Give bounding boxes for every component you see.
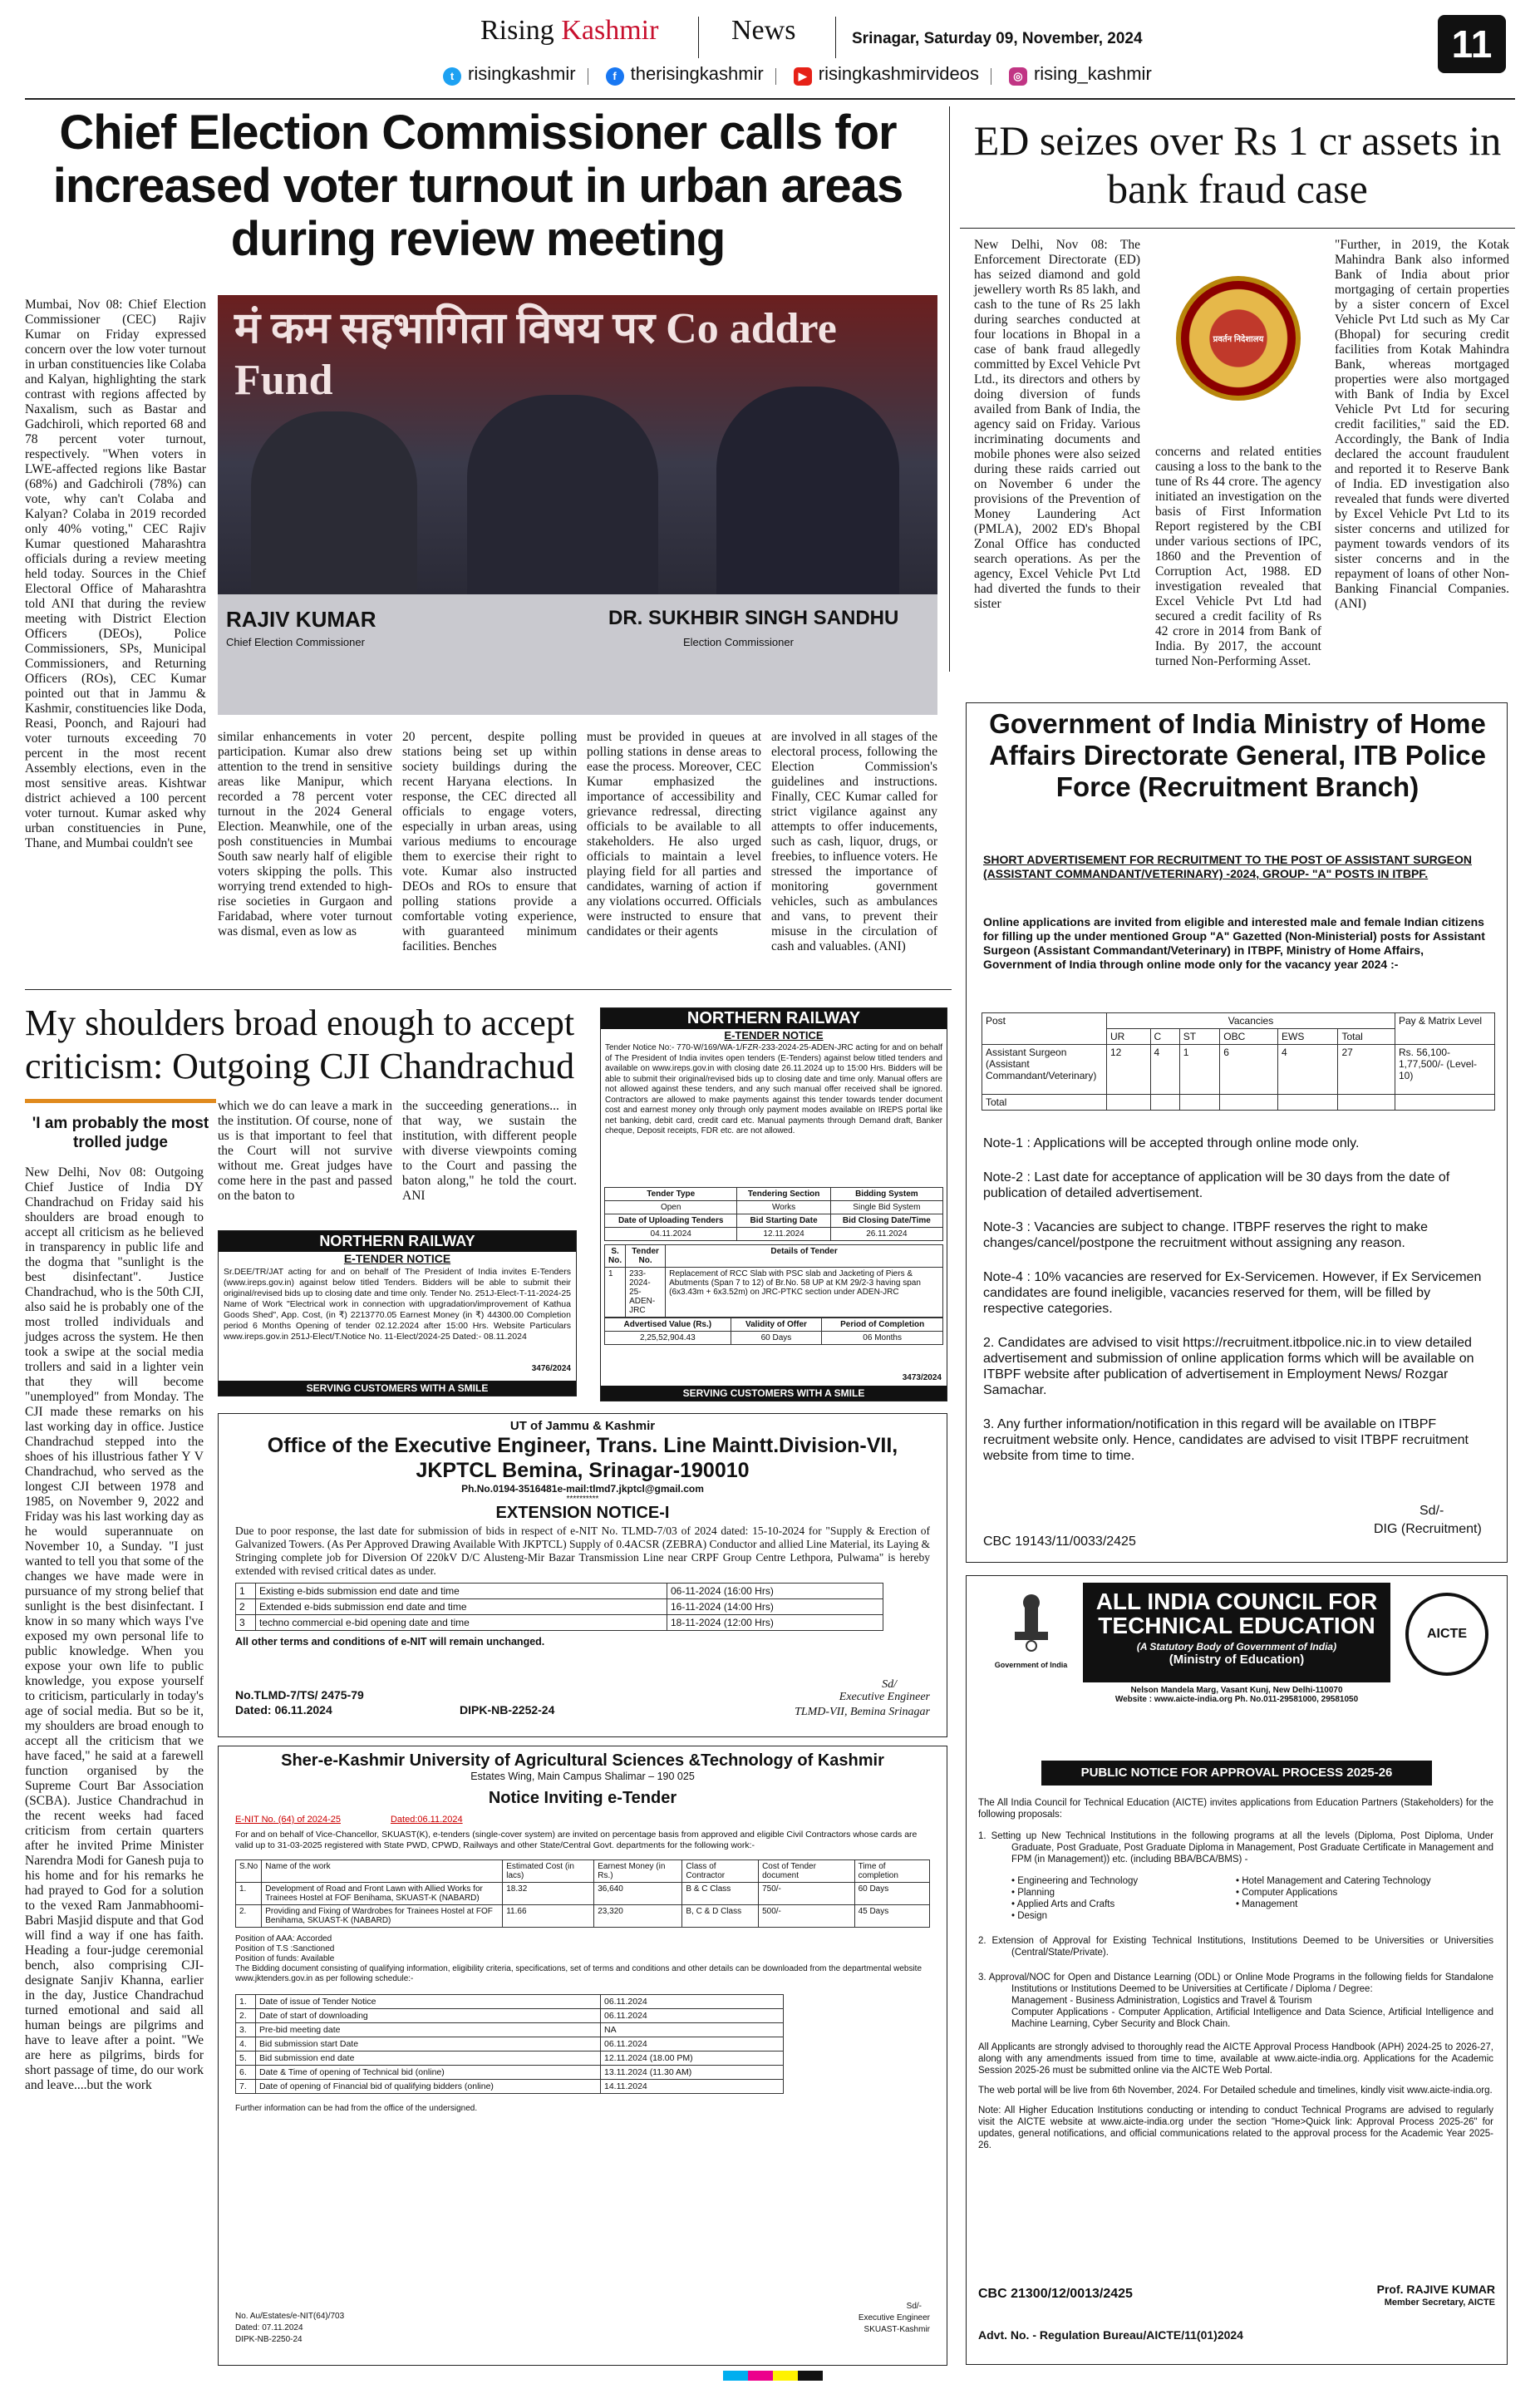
instagram-icon: ◎ <box>1009 67 1027 86</box>
aicte-notice-title: PUBLIC NOTICE FOR APPROVAL PROCESS 2025-26 <box>1041 1761 1432 1786</box>
itbp-signatory: DIG (Recruitment) <box>1374 1522 1482 1536</box>
nr1-tender-notice: NORTHERN RAILWAY E-TENDER NOTICE Sr.DEE/TR/JAT acting for and on behalf of The President of India invites E-Tenders (www.ireps.gov.in) against below titled Tenders. Bidders will be able to submit their original/revised bids up to closing date and time only. Tender No. 251J-Elect-T-11-2024-25 Name of Work "Electrical work in connection with upgradation/improvement of Kathua Goods Shed", App. Cost, (in ₹) 2213770.05 Earnest Money (in ₹) 44300.00 Completion period 6 Months Opening of tender 02.12.2024 after 15:00 Hrs. Website Particulars www.ireps.gov.in 251J-Elect/T.Notice No. 11-Elect/2024-25 Dated:- 08.11.2024 3476/2024 SERVING CUSTOMERS WITH A SMILE <box>218 1230 577 1396</box>
itbp-notes: Note-1 : Applications will be accepted through online mode only. Note-2 : Last date for acceptance of application will be 30 days from the date of publication of detailed advertisement. Note-3 : Vacancies are subject to change. ITBPF reserves the right to make changes/cancel/postpone the recruitment without assigning any reason. Note-4 : 10% vacancies are reserved for Ex-Servicemen. However, if Ex Servicemen candidates are found ineligible, vacancies reserved for them, will be filled by respective categories. 2. Candidates are advised to visit https://recruitment.itbpolice.nic.in to view detailed advertisement and submission of online application forms which will be available on ITBPF website after publication of advertisement in Employment News/ Rozgar Samachar. 3. Any further information/notification in this regard will be available on ITBPF recruitment website only. Hence, candidates are advised to visit ITBPF recruitment website from time to time. <box>983 1136 1482 1463</box>
ed-emblem-icon: प्रवर्तन निदेशालय <box>1176 276 1301 401</box>
ed-headline: ED seizes over Rs 1 cr assets in bank fraud case <box>973 117 1502 212</box>
page-number: 11 <box>1438 15 1506 73</box>
aicte-logo-icon: AICTE <box>1405 1593 1488 1676</box>
twitter-icon: t <box>443 67 461 86</box>
itbp-subtitle: SHORT ADVERTISEMENT FOR RECRUITMENT TO THE POST OF ASSISTANT SURGEON (ASSISTANT COMMANDANT/VETERINARY) -2024, GROUP- "A" POSTS IN ITBPF. <box>983 853 1473 880</box>
skuast-tender-notice: Sher-e-Kashmir University of Agricultural Sciences &Technology of Kashmir Estates Wing, Main Campus Shalimar – 190 025 Notice Inviting e-Tender E-NIT No. (64) of 2024-25 Dated:06.11.2024 For and on behalf of Vice-Chancellor, SKUAST(K), e-tenders (single-cover system) are invited on percentage basis from approved and eligible Civil Contractors whose cards are valid up to 31-03-2025 registered with State PWD, CPWD, Railways and other State/Central Govt. departments for the following work:- S.No Name of the work Estimated Cost (in lacs) Earnest Money (in Rs.) Class of Contractor Cost of Tender document Time of completion 1. Development of Road and Front Lawn with Allied Works for Trainees Hostel at FOF Benihama, SKUAST-K (NABARD) 18.32 36,640 B & C Class 750/- 60 Days 2. Providing and Fixing of Wardrobes for Trainees Hostel at FOF Benihama, SKUAST-K (NABARD) 11.66 23,320 B, C & D Class 500/- 45 Days Position of AAA: Accorded Position of T.S :Sanctioned Position of funds: Available The Bidding document consisting of qualifying information, eligibility criteria, specifications, set of terms and conditions and other details can be downloaded from the departmental website www.jktenders.gov.in as per following schedule:- 1. Date of issue of Tender Notice 06.11.2024 2. Date of start of downloading 06.11.2024 3. Pre-bid meeting date NA 4. Bid submission start Date 06.11.2024 5. Bid submission end date 12.11.2024 (18.00 PM) 6. Date & Time of opening of Technical bid (online) 13.11.2024 (11.30 AM) 7. Date of opening of Financial bid of qualifying bidders (online) 14.11.2024 Further information can be had from the office of the undersigned. No. Au/Estates/e-NIT(64)/703 Dated: 07.11.2024 DIPK-NB-2250-24 Sd/- Executive Engineer SKUAST-Kashmir <box>218 1746 947 2366</box>
skuast-schedule-table: 1. Date of issue of Tender Notice 06.11.2024 2. Date of start of downloading 06.11.2024 3. Pre-bid meeting date NA 4. Bid submission start Date 06.11.2024 5. Bid submission end date 12.11.2024 (18.00 PM) 6. Date & Time of opening of Technical bid (online) 13.11.2024 (11.30 AM) 7. Date of opening of Financial bid of qualifying bidders (online) 14.11.2024 <box>219 1987 800 2101</box>
cji-pullquote: 'I am probably the most trolled judge <box>32 1115 209 1151</box>
cji-col-3: the succeeding generations... in that way, we sustain the institution, with different people with diverse viewpoints coming to the Court and passing the baton along," he told the court. ANI <box>402 1099 577 1203</box>
goi-emblem-icon: Government of India <box>991 1594 1070 1677</box>
itbp-title: Government of India Ministry of Home Affairs Directorate General, ITB Police Force (Recruitment Branch) <box>989 708 1486 802</box>
nr2-table: Tender Type Tendering Section Bidding System Open Works Single Bid System Date of Uploading Tenders Bid Starting Date Bid Closing Date/Time 04.11.2024 12.11.2024 26.11.2024 S. No. Tender No. Details of Tender 1 233-2024-25-ADEN-JRC Replacement of RCC Slab with PSC slab and Jacketing of Piers & Abutments (Span 7 to 12) of Br.No. 58 UP at KM 29/2-3 having span (6x3.43m + 6x3.52m) on JRC-PTKC section under ADEN-JRC Advertised Value (Rs.) Validity of Offer Period of Completion 2,25,52,904.43 60 Days 06 Months <box>601 1187 947 1345</box>
itbp-advertisement: Government of India Ministry of Home Affairs Directorate General, ITB Police Force (Recruitment Branch) SHORT ADVERTISEMENT FOR RECRUITMENT TO THE POST OF ASSISTANT SURGEON (ASSISTANT COMMANDANT/VETERINARY) -2024, GROUP- "A" POSTS IN ITBPF. Online applications are invited from eligible and interested male and female Indian citizens for filling up the under mentioned Group "A" Gazetted (Non-Ministerial) posts for Assistant Surgeon (Assistant Commandant/Veterinary) in ITBPF, Ministry of Home Affairs, Government of India through online mode only for the vacancy year 2024 :- Post Vacancies Pay & Matrix Level UR C ST OBC EWS Total Assistant Surgeon (Assistant Commandant/Veterinary) 12 4 1 6 4 27 Rs. 56,100-1,77,500/- (Level-10) Total Note-1 : Applications will be accepted through online mode only. Note-2 : Last date for acceptance of application will be 30 days from the date of publication of detailed advertisement. Note-3 : Vacancies are subject to change. ITBPF reserves the right to make changes/cancel/postpone the recruitment without assigning any reason. Note-4 : 10% vacancies are reserved for Ex-Servicemen. However, if Ex Servicemen candidates are found ineligible, vacancies reserved for them, will be filled by respective categories. 2. Candidates are advised to visit https://recruitment.itbpolice.nic.in to view detailed advertisement and submission of online application forms which will be available on ITBPF website after publication of advertisement in Employment News/ Rozgar Samachar. 3. Any further information/notification in this regard will be available on ITBPF recruitment website only. Hence, candidates are advised to visit ITBPF recruitment website from time to time. Sd/- DIG (Recruitment) CBC 19143/11/0033/2425 <box>966 702 1508 1563</box>
aicte-code: CBC 21300/12/0013/2425 <box>978 2287 1133 2301</box>
pullquote-rule <box>25 1099 216 1103</box>
jkptcl-extension-notice: UT of Jammu & Kashmir Office of the Executive Engineer, Trans. Line Maintt.Division-VII, JKPTCL Bemina, Srinagar-190010 Ph.No.0194-3516481e-mail:tlmd7.jkptcl@gmail.com ********** EXTENSION NOTICE-I Due to poor response, the last date for submission of bids in respect of e-NIT No. TLMD-7/03 of 2024 dated: 15-10-2024 for "Supply & Erection of Galvanized Towers. (As Per Approved Drawing Available With JKPTCL) Supply of 0.4ACSR (ZEBRA) Conductor and allied Line Material, its Laying & Stringing complete job for Diversion Of 220kV D/C Alusteng-Mir Bazar Transmission Line near CRPF Group Centre Lethpora, Pulwama" is hereby extended with revised critical dates as under. 1 Existing e-bids submission end date and time 06-11-2024 (16:00 Hrs) 2 Extended e-bids submission end date and time 16-11-2024 (14:00 Hrs) 3 techno commercial e-bid opening date and time 18-11-2024 (12:00 Hrs) All other terms and conditions of e-NIT will remain unchanged. Sd/ No.TLMD-7/TS/ 2475-79 Dated: 06.11.2024 DIPK-NB-2252-24 Executive Engineer TLMD-VII, Bemina Srinagar <box>218 1413 947 1737</box>
masthead-brand: Rising Kashmir <box>480 15 659 46</box>
register-mark <box>125 7 128 10</box>
ed-col-3: "Further, in 2019, the Kotak Mahindra Bank also informed Bank of India about prior mortgaging of certain properties by a sister concern of Excel Vehicle Pvt Ltd such as My Car (Bhopal) for securing credit facilities from Kotak Mahindra Bank, whereas mortgaged properties were also mortgaged with Bank of India by Excel Vehicle Pvt Ltd for securing credit facilities," said the ED. Accordingly, the Bank of India declared the account fraudulent and reported it to Reserve Bank of India. ED investigation also revealed that funds were diverted by Excel Vehicle Pvt Ltd to its sister concerns and utilized for payment towards vendors of its sister concerns and in the repayment of loans of other Non-Banking Financial Companies. (ANI) <box>1335 238 1509 611</box>
aicte-public-notice: Government of India ALL INDIA COUNCIL FOR TECHNICAL EDUCATION (A Statutory Body of Government of India) (Ministry of Education) Nelson Mandela Marg, Vasant Kunj, New Delhi-110070 Website : www.aicte-india.org Ph. No.011-29581000, 29581050 AICTE PUBLIC NOTICE FOR APPROVAL PROCESS 2025-26 The All India Council for Technical Education (AICTE) invites applications from Education Partners (Stakeholders) for the following proposals: 1. Setting up New Technical Institutions in the following programs at all the levels (Diploma, Post Diploma, Under Graduate, Post Graduate, Post Graduate Diploma in Management, Post Graduate Certificate in Management and FPM (in Management)) etc. (including BBA/BCA/BMS) - • Engineering and Technology • Planning • Applied Arts and Crafts • Design • Hotel Management and Catering Technology • Computer Applications • Management 2. Extension of Approval for Existing Technical Institutions, Institutions Deemed to be Universities or Universities (Central/State/Private). 3. Approval/NOC for Open and Distance Learning (ODL) or Online Mode Programs in the following fields for Standalone Institutions or Institutions Deemed to be Universities at Certificate / Diploma / Degree: Management - Business Administration, Logistics and Travel & Tourism Computer Applications - Computer Application, Artificial Intelligence and Data Science, Artificial Intelligence and Machine Learning, Cyber Security and Block Chain. All Applicants are strongly advised to thoroughly read the AICTE Approval Process Handbook (APH) 2024-25 to 2026-27, along with any amendments issued from time to time, available at www.aicte-india.org. Applications for the Academic Session 2025-26 must be submitted online via the AICTE Web Portal. The web portal will be live from 6th November, 2024. For Detailed schedule and timelines, kindly visit www.aicte-india.org. Note: All Higher Education Institutions conducting or intending to conduct Technical Programs are advised to regularly visit the AICTE website at www.aicte-india.org under the section "Home>Quick link: Approval Process 2025-26" for updates, general notifications, and official communications related to the approval process for the Academic Year 2025-26. CBC 21300/12/0013/2425 Prof. RAJIVE KUMAR Member Secretary, AICTE Advt. No. - Regulation Bureau/AICTE/11(01)2024 <box>966 1575 1508 2365</box>
cec-col-3: 20 percent, despite polling stations being set up within society buildings during the recent Haryana elections. In response, the CEC directed all officials to engage voters, especially in urban areas, using various mediums to encourage them to exercise their right to vote. Kumar also instructed DEOs and ROs to ensure that polling stations provide a comfortable voting experience, with guaranteed minimum facilities. Benches <box>402 730 577 953</box>
jkptcl-title: EXTENSION NOTICE-I <box>495 1504 670 1522</box>
cec-col-2: similar enhancements in voter participation. Kumar also drew attention to the trend in sensitive areas like Manipur, which recorded a 78 percent voter turnout in the 2024 General Election. Meanwhile, one of the posh constituencies in Mumbai South saw nearly half of eligible voters skipping the polls. This worrying trend extended to high-rise societies in Gurgaon and Faridabad, where voter turnout was dismal, even as low as <box>218 730 392 938</box>
ed-col-1: New Delhi, Nov 08: The Enforcement Directorate (ED) has seized diamond and gold jewellery worth Rs 85 lakh, and cash to the tune of Rs 25 lakh during searches conducted at four locations in Bhopal in a case of bank fraud allegedly committed by Excel Vehicle Pvt Ltd., its directors and others by doing diversion of funds availed from Bank of India, the agency said on Friday. Various incriminating documents and mobile phones were also seized during these raids carried out on November 6 under the provisions of the Prevention of Money Laundering Act (PMLA), 2002 ED's Bhopal Zonal Office has conducted search operations. As per the agency, Excel Vehicle Pvt Ltd had diverted the funds to their sister <box>974 238 1140 611</box>
itbp-code: CBC 19143/11/0033/2425 <box>983 1534 1136 1549</box>
cec-photo: मं कम सहभागिता विषय पर Co addre Fund RAJIV KUMAR Chief Election Commissioner DR. SUKHBIR SINGH SANDHU Election Commissioner <box>218 295 937 715</box>
cec-headline: Chief Election Commissioner calls for increased voter turnout in urban areas during review meeting <box>52 106 903 266</box>
aicte-body: The All India Council for Technical Education (AICTE) invites applications from Education Partners (Stakeholders) for the following proposals: 1. Setting up New Technical Institutions in the following programs at all the levels (Diploma, Post Diploma, Under Graduate, Post Graduate, Post Graduate Diploma in Management, Post Graduate Certificate in Management and FPM (in Management)) etc. (including BBA/BCA/BMS) - • Engineering and Technology • Planning • Applied Arts and Crafts • Design • Hotel Management and Catering Technology • Computer Applications • Management 2. Extension of Approval for Existing Technical Institutions, Institutions Deemed to be Universities or Universities (Central/State/Private). 3. Approval/NOC for Open and Distance Learning (ODL) or Online Mode Programs in the following fields for Standalone Institutions or Institutions Deemed to be Universities at Certificate / Diploma / Degree: Management - Business Administration, Logistics and Travel & Tourism Computer Applications - Computer Application, Artificial Intelligence and Data Science, Artificial Intelligence and Machine Learning, Cyber Security and Block Chain. All Applicants are strongly advised to thoroughly read the AICTE Approval Process Handbook (APH) 2024-25 to 2026-27, along with any amendments issued from time to time, available at www.aicte-india.org. Applications for the Academic Session 2025-26 must be submitted online via the AICTE Web Portal. The web portal will be live from 6th November, 2024. For Detailed schedule and timelines, kindly visit www.aicte-india.org. Note: All Higher Education Institutions conducting or intending to conduct Technical Programs are advised to regularly visit the AICTE website at www.aicte-india.org under the section "Home>Quick link: Approval Process 2025-26" for updates, general notifications, and official communications related to the approval process for the Academic Year 2025-26. <box>978 1798 1493 2150</box>
cji-headline: My shoulders broad enough to accept criticism: Outgoing CJI Chandrachud <box>25 1002 575 1086</box>
ed-seal <box>1155 234 1321 442</box>
skuast-title: Sher-e-Kashmir University of Agricultural Sciences &Technology of Kashmir <box>281 1751 884 1770</box>
aicte-advt-no: Advt. No. - Regulation Bureau/AICTE/11(01)2024 <box>978 2328 1243 2342</box>
cji-col-1: New Delhi, Nov 08: Outgoing Chief Justice of India DY Chandrachud on Friday said his shoulders are broad enough to accept all criticism as he believed in transparency in public life and the dogma that "sunlight is the best disinfectant". Justice Chandrachud, who is the 50th CJI, also said he is probably one of the most trolled individuals and judges across the system. He then took a swipe at the social media trollers and said in a lighter vein that they will become "unemployed" from Monday. The CJI made these remarks on his last working day in office. Justice Chandrachud stepped into the shoes of his illustrious father Y V Chandrachud, who served as the longest CJI between 1978 and 1985, on November 9, 2022 and Friday was his last working day as he would superannuate on November 10, a Sunday. "I just wanted to tell you that some of the changes we have made were in pursuance of my strong belief that sunlight is the best disinfectant. I know in so many which ways I've exposed my own personal life to public knowledge. When you expose your own life to public knowledge, you expose yourself to criticism, particularly in today's age of social media. But so be it, my shoulders are broad enough to accept all the criticism that we have faced," he said at a farewell function organised by the Supreme Court Bar Association (SCBA). Justice Chandrachud in the recent weeks had faced criticism from certain quarters after he invited Prime Minister Narendra Modi for Ganesh puja to his home and for his remarks he had prayed to God for a solution to the vexed Ram Janmabhoomi-Babri Masjid dispute and that God will find a way if one has faith. Heading a four-judge ceremonial bench, also comprising CJI-designate Sanjiv Khanna, earlier in the day, Justice Chandrachud turned emotional and said all human beings are pilgrims and have to leave after a point. "We are here as pilgrims, birds for short passage of time, do our work and leave....but the work <box>25 1165 204 2092</box>
itbp-vacancy-table: Post Vacancies Pay & Matrix Level UR C ST OBC EWS Total Assistant Surgeon (Assistant Commandant/Veterinary) 12 4 1 6 4 27 Rs. 56,100-1,77,500/- (Level-10) Total <box>982 1012 1495 1111</box>
cec-col-4: must be provided in queues at polling stations in dense areas to ease the process. Moreover, CEC Kumar emphasized the importance of accessibility and grievance redressal, directing officials to be available to all stakeholders. He also urged officials to maintain a level playing field for all parties and candidates, warning of action if any violations occurred. Officials were instructed to ensure that candidates or their agents <box>587 730 761 938</box>
aicte-header: ALL INDIA COUNCIL FOR TECHNICAL EDUCATION (A Statutory Body of Government of India) (Ministry of Education) <box>1083 1583 1390 1716</box>
cji-col-2: which we do can leave a mark in the institution. Of course, none of us is that important to feel that the Court will not survive without me. Great judges have come here in the past and passed on the baton to <box>218 1099 392 1203</box>
jkptcl-office: Office of the Executive Engineer, Trans. Line Maintt.Division-VII, JKPTCL Bemina, Srinagar-190010 <box>267 1434 898 1482</box>
color-registration-bar <box>723 2371 823 2381</box>
cec-col-5: are involved in all stages of the electoral process, following the Election Commission's guidelines and instructions. Finally, CEC Kumar called for strict vigilance against any attempts to offer inducements, such as cash, liquor, drugs, or freebies, to influence voters. He stressed the importance of monitoring government vehicles, such as ambulances and vans, to prevent their misuse in the circulation of cash and valuables. (ANI) <box>771 730 937 953</box>
social-bar: t risingkashmir f therisingkashmir ▶ risingkashmirvideos ◎ rising_kashmir <box>443 63 1108 86</box>
nr2-tender-notice: NORTHERN RAILWAY E-TENDER NOTICE Tender Notice No:- 770-W/169/WA-1/FZR-233-2024-25-ADEN-JRC acting for and on behalf of The President of India invites open tenders (E-Tenders) against below titled tenders and available on www.ireps.gov.in with closing date 26.11.2024 up to 15:00 Hrs. Bidders will be able to submit their original/revised bids up to closing date and time only. Manual offers are not allowed against these tenders, and any such manual offer received shall be ignored. Contractors are allowed to make payments against this tender towards tender document cost and earnest money only through only payment modes available on IREPS portal like net banking, debit card, credit card etc. Manual payments through Demand draft, Banker cheque, Deposit receipts, FDR etc. are not allowed. Tender Type Tendering Section Bidding System Open Works Single Bid System Date of Uploading Tenders Bid Starting Date Bid Closing Date/Time 04.11.2024 12.11.2024 26.11.2024 S. No. Tender No. Details of Tender 1 233-2024-25-ADEN-JRC Replacement of RCC Slab with PSC slab and Jacketing of Piers & Abutments (Span 7 to 12) of Br.No. 58 UP at KM 29/2-3 having span (6x3.43m + 6x3.52m) on JRC-PTKC section under ADEN-JRC Advertised Value (Rs.) Validity of Offer Period of Completion 2,25,52,904.43 60 Days 06 Months 3473/2024 SERVING CUSTOMERS WITH A SMILE <box>600 1007 947 1401</box>
youtube-icon: ▶ <box>794 67 812 86</box>
cec-col-1: Mumbai, Nov 08: Chief Election Commissioner (CEC) Rajiv Kumar on Friday expressed concern over the low voter turnout in urban constituencies like Colaba and Kalyan, highlighting the stark contrast with regions affected by Naxalism, such as Bastar and Gadchiroli, which reported 68 and 78 percent voter turnout, respectively. "When voters in LWE-affected regions like Bastar (68%) and Gadchiroli (78%) can vote, why can't Colaba and Kalyan? Colaba in 2019 recorded only 40% voting," CEC Rajiv Kumar questioned Maharashtra officials during a review meeting held today. Sources in the Chief Electoral Office of Maharashtra told ANI that during the review meeting with District Election Officers (DEOs), Police Commissioners, SPs, Municipal Commissioners, and Returning Officers (ROs), CEC Kumar pointed out that in Jammu & Kashmir, constituencies like Doda, Reasi, Poonch, and Rajouri had voter turnouts exceeding 70 percent in the most recent Assembly elections, even in the most sensitive areas. Kishtwar district achieved a 100 percent voter turnout. Kumar asked why urban constituencies in Pune, Thane, and Mumbai couldn't see <box>25 298 206 850</box>
facebook-icon: f <box>606 67 624 86</box>
skuast-work-table: S.No Name of the work Estimated Cost (in lacs) Earnest Money (in Rs.) Class of Contractor Cost of Tender document Time of completion 1. Development of Road and Front Lawn with Allied Works for Trainees Hostel at FOF Benihama, SKUAST-K (NABARD) 18.32 36,640 B & C Class 750/- 60 Days 2. Providing and Fixing of Wardrobes for Trainees Hostel at FOF Benihama, SKUAST-K (NABARD) 11.66 23,320 B, C & D Class 500/- 45 Days <box>219 1856 947 1931</box>
masthead-section: News <box>731 15 796 46</box>
itbp-intro: Online applications are invited from eligible and interested male and female Indian citizens for filling up the under mentioned Group "A" Gazetted (Non-Ministerial) posts for Assistant Surgeon (Assistant Commandant/Veterinary) in ITBPF, Ministry of Home Affairs, Government of India through online mode only for the vacancy year 2024 :- <box>983 915 1485 971</box>
masthead-dateline: Srinagar, Saturday 09, November, 2024 <box>852 30 1143 47</box>
ed-col-2: concerns and related entities causing a loss to the bank to the tune of Rs 44 crore. The agency initiated an investigation on the basis of First Information Report registered by the CBI under various sections of IPC, 1860 and the Prevention of Corruption Act, 1988. ED investigation revealed that Excel Vehicle Pvt Ltd had secured a credit facility of Rs 42 crore in 2014 from Bank of India. By 2017, the account turned Non-Performing Asset. <box>1155 445 1321 668</box>
